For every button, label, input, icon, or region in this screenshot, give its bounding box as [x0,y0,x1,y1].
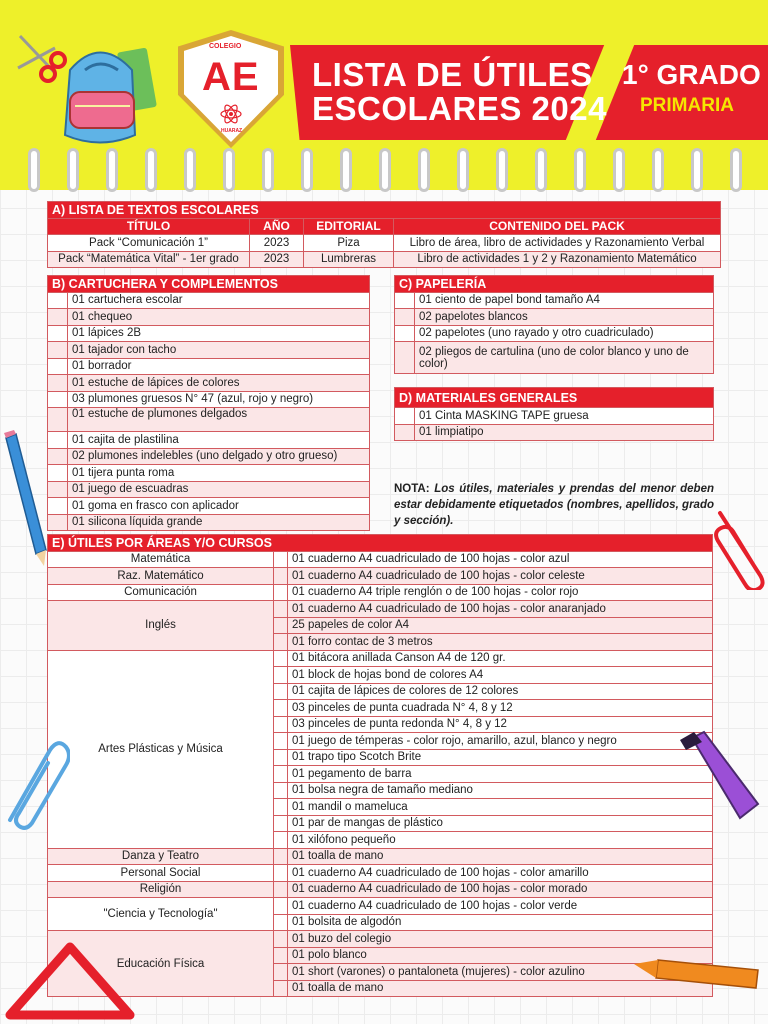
level-label: PRIMARIA [640,95,734,116]
paperclip-red-icon [712,505,768,590]
list-item [48,448,370,465]
cell: 2023 [250,251,304,268]
item-text: 01 tijera punta roma [68,465,370,482]
paperclip-icon [0,735,70,830]
area-name: Danza y Teatro [48,848,274,865]
title-line-2: ESCOLARES 2024 [312,90,607,127]
item-text: 01 borrador [68,358,370,375]
area-name: Personal Social [48,865,274,882]
atom-icon [219,102,243,126]
item-text: 01 cuaderno A4 cuadriculado de 100 hojas - color anaranjado [288,601,713,618]
section-a-title: A) LISTA DE TEXTOS ESCOLARES [48,202,721,219]
item-text: 01 forro contac de 3 metros [288,634,713,651]
item-text: 01 par de mangas de plástico [288,815,713,832]
item-text: 01 chequeo [68,309,370,326]
list-item [48,375,370,392]
list-item [395,325,714,342]
item-text: 01 toalla de mano [288,980,713,997]
area-name: Inglés [48,601,274,651]
cell: 2023 [250,235,304,252]
list-item [48,432,370,449]
list-item [395,408,714,425]
col-titulo: TÍTULO [48,218,250,235]
table-row [48,601,713,618]
item-text: 01 juego de témperas - color rojo, amarillo, azul, blanco y negro [288,733,713,750]
list-item [48,358,370,375]
item-text: 01 short (varones) o pantaloneta (mujeres) - color azulino [288,964,713,981]
item-text: 02 papelotes blancos [415,309,714,326]
item-text: 01 tajador con tacho [68,342,370,359]
section-e-title: E) ÚTILES POR ÁREAS Y/O CURSOS [48,535,713,552]
item-text: 01 pegamento de barra [288,766,713,783]
item-text: 01 estuche de plumones delgados [68,408,370,432]
note-text [394,481,714,529]
item-text: 01 Cinta MASKING TAPE gruesa [415,408,714,425]
item-text: 01 juego de escuadras [68,481,370,498]
section-d-title: D) MATERIALES GENERALES [395,388,714,408]
item-text: 01 cajita de lápices de colores de 12 colores [288,683,713,700]
logo-colegio-text: COLEGIO [209,43,242,50]
list-item [48,391,370,408]
item-text: 03 pinceles de punta cuadrada N° 4, 8 y 12 [288,700,713,717]
table-row [48,584,713,601]
item-text: 01 bolsita de algodón [288,914,713,931]
cell: Pack “Comunicación 1” [48,235,250,252]
area-name: Matemática [48,551,274,568]
list-item [48,342,370,359]
item-text: 01 xilófono pequeño [288,832,713,849]
list-item [48,325,370,342]
list-item [48,408,370,432]
item-text: 01 ciento de papel bond tamaño A4 [415,292,714,309]
item-text: 01 cuaderno A4 cuadriculado de 100 hojas - color morado [288,881,713,898]
logo-city-text: HUARAZ [221,128,243,134]
col-contenido: CONTENIDO DEL PACK [394,218,721,235]
table-row [48,848,713,865]
list-item [48,498,370,515]
list-item [395,342,714,374]
item-text: 01 goma en frasco con aplicador [68,498,370,515]
scissors-icon [10,28,70,88]
item-text: 01 estuche de lápices de colores [68,375,370,392]
list-item [48,309,370,326]
note-body: Los útiles, materiales y prendas del menor deben estar debidamente etiquetados (nombres, apellidos, grado y sección). [394,483,714,527]
table-row [48,551,713,568]
item-text: 01 cuaderno A4 cuadriculado de 100 hojas - color celeste [288,568,713,585]
item-text: 02 papelotes (uno rayado y otro cuadriculado) [415,325,714,342]
cell: Lumbreras [304,251,394,268]
item-text: 01 buzo del colegio [288,931,713,948]
area-name: "Ciencia y Tecnología" [48,898,274,931]
area-name: Religión [48,881,274,898]
table-row [48,251,721,268]
grade-label: 1° GRADO [622,59,761,90]
cell: Libro de actividades 1 y 2 y Razonamiento Matemático [394,251,721,268]
section-d-table [394,387,714,441]
list-item [48,514,370,531]
table-row [48,931,713,948]
table-row [48,865,713,882]
table-row [48,235,721,252]
section-e-table [47,534,713,997]
item-text: 01 trapo tipo Scotch Brite [288,749,713,766]
pencil-icon [0,430,50,570]
list-item [395,292,714,309]
item-text: 03 pinceles de punta redonda N° 4, 8 y 12 [288,716,713,733]
item-text: 01 bolsa negra de tamaño mediano [288,782,713,799]
item-text: 01 silicona líquida grande [68,514,370,531]
cell: Pack “Matemática Vital” - 1er grado [48,251,250,268]
logo-sigla: AE [202,55,260,99]
item-text: 01 cuaderno A4 triple renglón o de 100 hojas - color rojo [288,584,713,601]
table-row [48,568,713,585]
list-item [48,292,370,309]
list-item [48,465,370,482]
item-text: 01 polo blanco [288,947,713,964]
item-text: 01 cuaderno A4 cuadriculado de 100 hojas - color verde [288,898,713,915]
area-name: Artes Plásticas y Música [48,650,274,848]
item-text: 01 limpiatipo [415,424,714,441]
set-square-icon [0,935,140,1024]
item-text: 03 plumones gruesos N° 47 (azul, rojo y negro) [68,391,370,408]
highlighter-icon [672,728,762,823]
col-anio: AÑO [250,218,304,235]
item-text: 01 cuaderno A4 cuadriculado de 100 hojas - color amarillo [288,865,713,882]
item-text: 01 cuaderno A4 cuadriculado de 100 hojas - color azul [288,551,713,568]
item-text: 01 cartuchera escolar [68,292,370,309]
list-item [395,424,714,441]
title-line-1: LISTA DE ÚTILES [312,56,593,93]
item-text: 01 block de hojas bond de colores A4 [288,667,713,684]
cell: Libro de área, libro de actividades y Razonamiento Verbal [394,235,721,252]
table-row [48,650,713,667]
col-editorial: EDITORIAL [304,218,394,235]
note-label: NOTA: [394,483,430,495]
section-c-title: C) PAPELERÍA [395,276,714,293]
item-text: 02 plumones indelebles (uno delgado y otro grueso) [68,448,370,465]
item-text: 01 mandil o mameluca [288,799,713,816]
notebook-spiral [0,148,768,193]
item-text: 01 lápices 2B [68,325,370,342]
item-text: 01 cajita de plastilina [68,432,370,449]
item-text: 02 pliegos de cartulina (uno de color blanco y uno de color) [415,342,714,374]
list-item [395,309,714,326]
page-title [312,58,607,126]
area-name: Educación Física [48,931,274,997]
item-text: 01 toalla de mano [288,848,713,865]
table-row [48,881,713,898]
section-c-table [394,275,714,374]
section-a-table [47,201,721,268]
list-item [48,481,370,498]
area-name: Comunicación [48,584,274,601]
crayon-icon [628,952,768,992]
section-b-table [47,275,370,531]
table-row [48,898,713,915]
cell: Piza [304,235,394,252]
section-b-title: B) CARTUCHERA Y COMPLEMENTOS [48,276,370,293]
item-text: 01 bitácora anillada Canson A4 de 120 gr. [288,650,713,667]
item-text: 25 papeles de color A4 [288,617,713,634]
area-name: Raz. Matemático [48,568,274,585]
